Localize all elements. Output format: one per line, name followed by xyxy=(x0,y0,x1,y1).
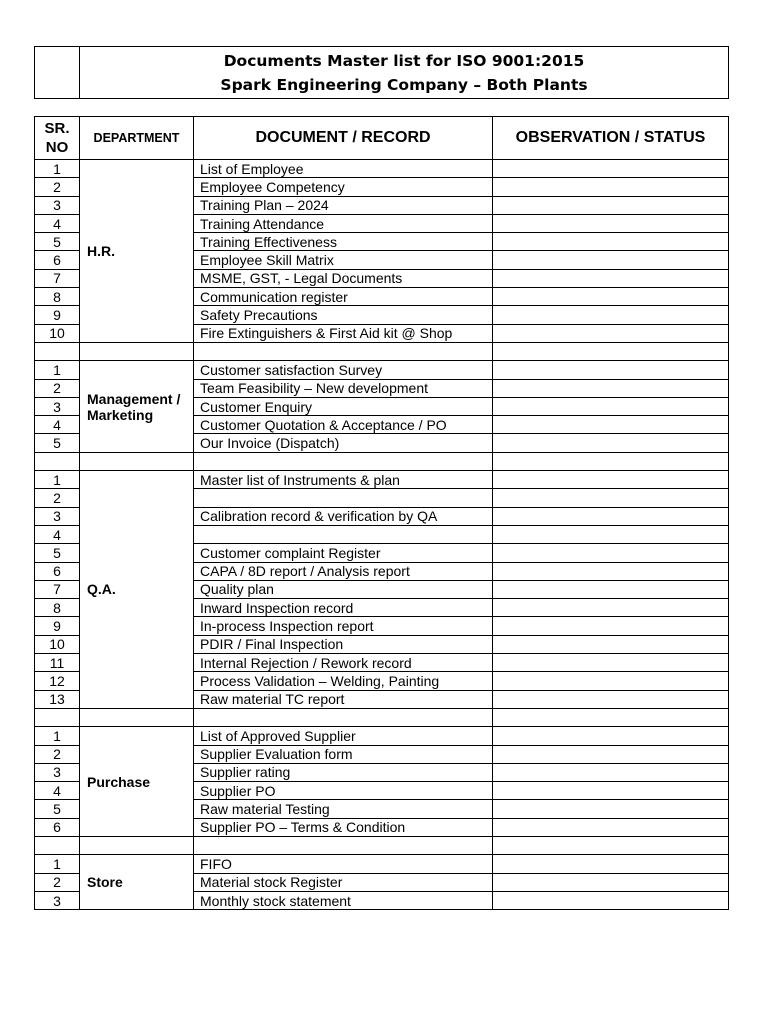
title-table xyxy=(34,46,729,99)
spacer-cell xyxy=(194,708,493,726)
spacer-row xyxy=(35,708,729,726)
document-cell: Customer Quotation & Acceptance / PO xyxy=(194,416,493,434)
spacer-row xyxy=(35,342,729,360)
sr-no-cell: 3 xyxy=(35,763,80,781)
observation-cell xyxy=(493,233,729,251)
document-cell: Inward Inspection record xyxy=(194,599,493,617)
document-cell: Communication register xyxy=(194,288,493,306)
observation-cell xyxy=(493,635,729,653)
document-cell: Internal Rejection / Rework record xyxy=(194,654,493,672)
observation-cell xyxy=(493,599,729,617)
observation-cell xyxy=(493,562,729,580)
header-document: DOCUMENT / RECORD xyxy=(194,117,493,160)
observation-cell xyxy=(493,196,729,214)
sr-no-cell: 9 xyxy=(35,306,80,324)
observation-cell xyxy=(493,745,729,763)
sr-no-cell: 3 xyxy=(35,196,80,214)
title-blank-cell xyxy=(35,47,80,99)
document-cell: Employee Skill Matrix xyxy=(194,251,493,269)
document-cell: Raw material TC report xyxy=(194,690,493,708)
table-body xyxy=(35,160,729,910)
observation-cell xyxy=(493,306,729,324)
sr-no-cell: 4 xyxy=(35,416,80,434)
sr-no-cell: 7 xyxy=(35,580,80,598)
sr-no-cell: 8 xyxy=(35,599,80,617)
observation-cell xyxy=(493,379,729,397)
observation-cell xyxy=(493,324,729,342)
sr-no-cell: 4 xyxy=(35,525,80,543)
observation-cell xyxy=(493,891,729,909)
observation-cell xyxy=(493,873,729,891)
observation-cell xyxy=(493,269,729,287)
observation-cell xyxy=(493,471,729,489)
title-line-1: Documents Master list for ISO 9001:2015 xyxy=(223,51,585,70)
sr-no-cell: 1 xyxy=(35,361,80,379)
observation-cell xyxy=(493,544,729,562)
observation-cell xyxy=(493,416,729,434)
document-cell: List of Employee xyxy=(194,160,493,178)
sr-no-cell: 5 xyxy=(35,544,80,562)
spacer-cell xyxy=(493,708,729,726)
document-cell: Raw material Testing xyxy=(194,800,493,818)
document-cell: Customer Enquiry xyxy=(194,397,493,415)
document-title xyxy=(80,47,729,99)
table-header-row xyxy=(35,117,729,160)
document-cell: Monthly stock statement xyxy=(194,891,493,909)
observation-cell xyxy=(493,507,729,525)
department-cell: H.R. xyxy=(80,160,194,343)
header-observation: OBSERVATION / STATUS xyxy=(493,117,729,160)
sr-no-cell: 2 xyxy=(35,178,80,196)
table-row xyxy=(35,361,729,379)
document-cell: Master list of Instruments & plan xyxy=(194,471,493,489)
table-row xyxy=(35,160,729,178)
sr-no-cell: 2 xyxy=(35,489,80,507)
spacer-row xyxy=(35,452,729,470)
observation-cell xyxy=(493,397,729,415)
document-cell: Quality plan xyxy=(194,580,493,598)
sr-no-cell: 5 xyxy=(35,434,80,452)
document-cell: FIFO xyxy=(194,855,493,873)
department-cell: Management / Marketing xyxy=(80,361,194,452)
observation-cell xyxy=(493,617,729,635)
sr-no-cell: 2 xyxy=(35,873,80,891)
spacer-cell xyxy=(194,836,493,854)
sr-no-cell: 3 xyxy=(35,397,80,415)
document-cell: CAPA / 8D report / Analysis report xyxy=(194,562,493,580)
document-cell: Customer satisfaction Survey xyxy=(194,361,493,379)
documents-table xyxy=(34,116,729,910)
document-cell: Fire Extinguishers & First Aid kit @ Shop xyxy=(194,324,493,342)
document-cell: Our Invoice (Dispatch) xyxy=(194,434,493,452)
table-row xyxy=(35,471,729,489)
department-cell: Purchase xyxy=(80,727,194,837)
document-cell: Calibration record & verification by QA xyxy=(194,507,493,525)
spacer-cell xyxy=(35,836,80,854)
sr-no-cell: 5 xyxy=(35,233,80,251)
document-cell: Employee Competency xyxy=(194,178,493,196)
observation-cell xyxy=(493,782,729,800)
sr-no-cell: 11 xyxy=(35,654,80,672)
title-line-2: Spark Engineering Company – Both Plants xyxy=(220,75,588,94)
sr-no-cell: 6 xyxy=(35,251,80,269)
document-cell: List of Approved Supplier xyxy=(194,727,493,745)
document-cell xyxy=(194,489,493,507)
sr-no-cell: 1 xyxy=(35,855,80,873)
spacer-cell xyxy=(493,452,729,470)
sr-no-cell: 8 xyxy=(35,288,80,306)
department-cell: Store xyxy=(80,855,194,910)
sr-no-cell: 2 xyxy=(35,379,80,397)
table-row xyxy=(35,727,729,745)
header-department: DEPARTMENT xyxy=(80,117,194,160)
sr-no-cell: 4 xyxy=(35,214,80,232)
sr-no-cell: 9 xyxy=(35,617,80,635)
observation-cell xyxy=(493,763,729,781)
document-cell: Training Plan – 2024 xyxy=(194,196,493,214)
observation-cell xyxy=(493,178,729,196)
observation-cell xyxy=(493,800,729,818)
observation-cell xyxy=(493,727,729,745)
department-cell: Q.A. xyxy=(80,471,194,709)
spacer-cell xyxy=(194,342,493,360)
sr-no-cell: 5 xyxy=(35,800,80,818)
sr-no-cell: 6 xyxy=(35,562,80,580)
observation-cell xyxy=(493,855,729,873)
sr-no-cell: 1 xyxy=(35,471,80,489)
sr-no-cell: 12 xyxy=(35,672,80,690)
observation-cell xyxy=(493,434,729,452)
spacer-cell xyxy=(80,342,194,360)
sr-no-cell: 3 xyxy=(35,891,80,909)
header-sr-no: SR. NO xyxy=(35,117,80,160)
observation-cell xyxy=(493,214,729,232)
sr-no-cell: 10 xyxy=(35,324,80,342)
spacer-cell xyxy=(493,836,729,854)
spacer-cell xyxy=(35,342,80,360)
spacer-cell xyxy=(80,708,194,726)
spacer-cell xyxy=(35,708,80,726)
observation-cell xyxy=(493,672,729,690)
spacer-cell xyxy=(80,836,194,854)
observation-cell xyxy=(493,654,729,672)
sr-no-cell: 6 xyxy=(35,818,80,836)
document-cell: MSME, GST, - Legal Documents xyxy=(194,269,493,287)
sr-no-cell: 1 xyxy=(35,727,80,745)
sr-no-cell: 4 xyxy=(35,782,80,800)
sr-no-cell: 2 xyxy=(35,745,80,763)
sr-no-cell: 7 xyxy=(35,269,80,287)
spacer-cell xyxy=(35,452,80,470)
sr-no-cell: 1 xyxy=(35,160,80,178)
document-cell: Supplier PO xyxy=(194,782,493,800)
observation-cell xyxy=(493,690,729,708)
document-cell: Safety Precautions xyxy=(194,306,493,324)
document-cell: In-process Inspection report xyxy=(194,617,493,635)
spacer-cell xyxy=(493,342,729,360)
table-row xyxy=(35,855,729,873)
document-cell: PDIR / Final Inspection xyxy=(194,635,493,653)
observation-cell xyxy=(493,580,729,598)
spacer-cell xyxy=(194,452,493,470)
sr-no-cell: 3 xyxy=(35,507,80,525)
sr-no-cell: 10 xyxy=(35,635,80,653)
spacer-cell xyxy=(80,452,194,470)
observation-cell xyxy=(493,288,729,306)
document-cell: Team Feasibility – New development xyxy=(194,379,493,397)
document-cell: Training Attendance xyxy=(194,214,493,232)
document-cell: Training Effectiveness xyxy=(194,233,493,251)
document-cell: Process Validation – Welding, Painting xyxy=(194,672,493,690)
observation-cell xyxy=(493,160,729,178)
document-cell: Material stock Register xyxy=(194,873,493,891)
document-cell: Supplier rating xyxy=(194,763,493,781)
document-cell: Customer complaint Register xyxy=(194,544,493,562)
document-cell xyxy=(194,525,493,543)
observation-cell xyxy=(493,361,729,379)
spacer-row xyxy=(35,836,729,854)
observation-cell xyxy=(493,525,729,543)
observation-cell xyxy=(493,489,729,507)
observation-cell xyxy=(493,818,729,836)
document-cell: Supplier Evaluation form xyxy=(194,745,493,763)
observation-cell xyxy=(493,251,729,269)
document-cell: Supplier PO – Terms & Condition xyxy=(194,818,493,836)
sr-no-cell: 13 xyxy=(35,690,80,708)
